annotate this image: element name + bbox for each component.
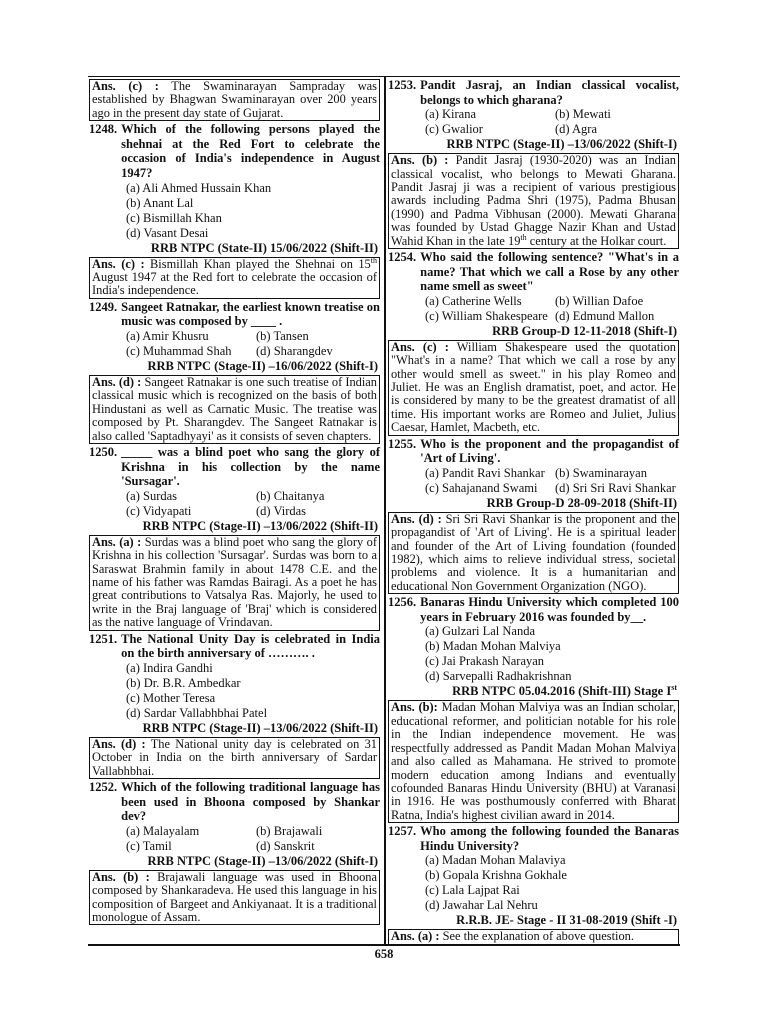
- answer-label: Ans. (c) :: [92, 79, 159, 93]
- answer-label: Ans. (c) :: [92, 256, 145, 271]
- option: (b) Chaitanya: [256, 488, 325, 503]
- answer-label: Ans. (c) :: [391, 339, 449, 354]
- option: (b) Swaminarayan: [555, 465, 647, 480]
- option: (d) Agra: [555, 122, 597, 137]
- question-text: The National Unity Day is celebrated in India on the birth anniversary of ………. .: [121, 631, 380, 661]
- answer-text: Sri Sri Ravi Shankar is the proponent and the propagandist of 'Art of Living'. He is a spiritual leader and founder of the Art of Living foundation (founded 1982), which aims to relieve individual stress, societal problems and violence. It is a humanitarian and educational Non Government Organization (NGO).: [391, 511, 676, 593]
- exam-source: RRB NTPC (State-II) 15/06/2022 (Shift-II): [150, 240, 378, 255]
- answer-text: See the explanation of above question.: [442, 929, 634, 944]
- question: [89, 780, 380, 824]
- exam-source: R.R.B. JE- Stage - II 31-08-2019 (Shift -I): [456, 913, 677, 928]
- answer-text: The National unity day is celebrated on 31 October in India on the birth anniversary of Sardar Vallabhbhai.: [92, 736, 378, 778]
- option: (b) Madan Mohan Malviya: [425, 639, 561, 654]
- options-list: [388, 853, 679, 913]
- exam-source: RRB Group-D 28-09-2018 (Shift-II): [486, 495, 677, 510]
- option: (b) Gopala Krishna Gokhale: [425, 868, 567, 883]
- question: [388, 824, 679, 853]
- answer-box: [89, 737, 380, 779]
- answer-label: Ans. (b) :: [391, 153, 449, 168]
- exam-source: RRB NTPC (Stage-II) –13/06/2022 (Shift-I): [147, 853, 378, 868]
- question-number: 1253.: [388, 78, 417, 92]
- question: [89, 445, 380, 489]
- options-list: [388, 107, 679, 137]
- question-number: 1249.: [89, 299, 118, 314]
- question: [89, 122, 380, 180]
- options-list: [388, 294, 679, 324]
- option: (c) William Shakespeare: [425, 308, 548, 323]
- options-list: [89, 661, 380, 721]
- answer-text: Bismillah Khan played the Shehnai on 15th August 1947 at the Red fort to celebrate the occasion of India's independence.: [92, 255, 377, 298]
- option: (a) Gulzari Lal Nanda: [425, 624, 536, 639]
- answer-text: William Shakespeare used the quotation "What's in a name? That which we call a rose by any other would smell as sweet." in his play Romeo and Juliet. He was an English dramatist, poet, and actor. He is considered by many to be the greatest dramatist of all time. His important works are Romeo and Juliet, Julius Caesar, Hamlet, Macbeth, etc.: [391, 339, 676, 435]
- option: (d) Edmund Mallon: [555, 308, 655, 323]
- option: (d) Sarvepalli Radhakrishnan: [425, 669, 572, 684]
- question: [388, 78, 679, 107]
- option: (a) Malayalam: [126, 823, 200, 838]
- option: (a) Surdas: [126, 488, 178, 503]
- question: [388, 595, 679, 624]
- option: (d) Sanskrit: [256, 838, 315, 853]
- question: [388, 250, 679, 294]
- question-text: Who is the proponent and the propagandist of 'Art of Living'.: [420, 436, 679, 466]
- answer-label: Ans. (d) :: [92, 736, 146, 751]
- question-text: Banaras Hindu University which completed 100 years in February 2016 was founded by__.: [420, 595, 679, 624]
- option: (d) Jawahar Lal Nehru: [425, 898, 538, 913]
- exam-source: RRB NTPC (Stage-II) –13/06/2022 (Shift-II): [142, 720, 378, 735]
- options-list: [89, 329, 380, 359]
- exam-source: RRB Group-D 12-11-2018 (Shift-I): [492, 323, 677, 338]
- option: (d) Sri Sri Ravi Shankar: [555, 480, 676, 495]
- answer-label: Ans. (b):: [391, 700, 438, 715]
- answer-label: Ans. (b) :: [92, 869, 150, 884]
- answer-text: Pandit Jasraj (1930-2020) was an Indian classical vocalist, who belongs to Mewati Gharana. Pandit Jasraj ji was a recipient of various prestigious awards including Padma Shri (1975), Padma Bhusan (1990) and Padma Vibhusan (2000). Mewati Gharana was founded by Ustad Ghagge Nazir Khan and Ustad Wahid Khan in the late 19th century at the Holkar court.: [391, 153, 676, 248]
- question: [89, 300, 380, 329]
- option: (c) Bismillah Khan: [126, 210, 222, 225]
- question-text: Which of the following persons played the shehnai at the Red Fort to celebrate the occasion of India's independence in August 1947?: [121, 122, 380, 180]
- question-text: Who said the following sentence? "What's in a name? That which we call a Rose by any other name smell as sweet": [420, 250, 679, 294]
- answer-text: Sangeet Ratnakar is one such treatise of Indian classical music which is recognized on the basis of both Hindustani as well as Carnatic Music. The treatise was composed by Pt. Sharangdev. The Sangeet Ratnakar is also called 'Saptadhyayi' as it consists of seven chapters.: [92, 375, 377, 443]
- option: (b) Brajawali: [256, 823, 323, 838]
- answer-box: [388, 340, 679, 436]
- question-text: Which of the following traditional language has been used in Bhoona composed by Shankar dev?: [121, 780, 380, 824]
- option: (b) Dr. B.R. Ambedkar: [126, 675, 241, 690]
- page-number: 658: [374, 947, 394, 961]
- question-number: 1257.: [388, 824, 417, 839]
- option: (c) Vidyapati: [126, 503, 192, 518]
- question: [89, 632, 380, 661]
- question-number: 1248.: [89, 122, 118, 137]
- question: [388, 437, 679, 466]
- option: (b) Tansen: [256, 329, 309, 343]
- answer-box: [89, 535, 380, 631]
- options-list: [89, 824, 380, 854]
- answer-box: [89, 375, 380, 444]
- answer-text: The Swaminarayan Sampraday was established by Bhagwan Swaminarayan over 200 years ago in the present day state of Gujarat.: [92, 79, 377, 120]
- option: (a) Amir Khusru: [126, 329, 209, 343]
- option: (c) Sahajanand Swami: [425, 480, 538, 495]
- option: (b) Willian Dafoe: [555, 293, 644, 308]
- option: (a) Madan Mohan Malaviya: [425, 853, 566, 868]
- option: (c) Mother Teresa: [126, 690, 216, 705]
- answer-box: [388, 700, 679, 823]
- option: (a) Indira Gandhi: [126, 660, 213, 675]
- question-number: 1254.: [388, 250, 417, 265]
- option: (d) Vasant Desai: [126, 225, 209, 240]
- options-list: [89, 181, 380, 241]
- option: (c) Tamil: [126, 838, 172, 853]
- answer-box: [89, 870, 380, 926]
- options-list: [89, 489, 380, 519]
- option: (b) Mewati: [555, 107, 611, 122]
- option: (d) Sharangdev: [256, 344, 333, 358]
- option: (c) Lala Lajpat Rai: [425, 883, 520, 898]
- question-text: Pandit Jasraj, an Indian classical vocalist, belongs to which gharana?: [420, 78, 679, 107]
- options-list: [388, 466, 679, 496]
- answer-label: Ans. (d) :: [391, 511, 442, 526]
- exam-source: RRB NTPC 05.04.2016 (Shift-III) Stage Ist: [452, 683, 677, 699]
- option: (c) Muhammad Shah: [126, 344, 232, 358]
- options-list: [388, 624, 679, 684]
- answer-box: [388, 153, 679, 249]
- answer-box: [388, 512, 679, 594]
- question-number: 1252.: [89, 780, 118, 795]
- option: (a) Ali Ahmed Hussain Khan: [126, 180, 272, 195]
- option: (a) Pandit Ravi Shankar: [425, 465, 545, 480]
- option: (b) Anant Lal: [126, 195, 194, 210]
- answer-box: [89, 257, 380, 299]
- answer-box: [388, 929, 679, 944]
- right-column: [388, 78, 679, 946]
- option: (d) Sardar Vallabhbhai Patel: [126, 705, 268, 720]
- question-number: 1251.: [89, 631, 118, 646]
- option: (a) Catherine Wells: [425, 293, 522, 308]
- question-number: 1255.: [388, 436, 417, 451]
- option: (d) Virdas: [256, 503, 307, 518]
- option: (c) Jai Prakash Narayan: [425, 654, 545, 669]
- answer-text: Madan Mohan Malviya was an Indian scholar, educational reformer, and politician notable for his role in the Indian independence movement. He was respectfully addressed as Pandit Madan Mohan Malviya and also called as Mahamana. He strived to promote modern education among Indians and eventually cofounded Banaras Hindu University (BHU) at Varanasi in 1916. He was posthumously conferred with Bharat Ratna, India's highest civilian award in 2014.: [391, 700, 676, 822]
- answer-text: Surdas was a blind poet who sang the glory of Krishna in his collection 'Sursagar'. Surdas was born to a Saraswat Brahmin family in about 1478 C.E. and the name of his father was Ramdas Bairagi. As a poet he has great contributions to Vatsalya Ras. Majorly, he used to write in the Braj language of 'Braj' which is considered as the native language of Vrindavan.: [92, 534, 377, 630]
- option: (a) Kirana: [425, 107, 477, 122]
- question-number: 1250.: [89, 445, 118, 460]
- answer-label: Ans. (a) :: [92, 534, 142, 549]
- answer-label: Ans. (d) :: [92, 375, 142, 389]
- question-text: _____ was a blind poet who sang the glory of Krishna in his collection by the name 'Sursagar'.: [121, 445, 380, 489]
- left-column: [89, 78, 380, 926]
- answer-box: [89, 79, 380, 121]
- option: (c) Gwalior: [425, 122, 483, 137]
- answer-label: Ans. (a) :: [391, 929, 440, 944]
- answer-text: Brajawali language was used in Bhoona composed by Shankaradeva. He used this language in his composition of Bargeet and Ankiyanaat. It is a traditional monologue of Assam.: [92, 869, 377, 925]
- exam-source: RRB NTPC (Stage-II) –13/06/2022 (Shift-II): [142, 518, 378, 533]
- question-text: Sangeet Ratnakar, the earliest known treatise on music was composed by ____ .: [121, 299, 380, 329]
- question-number: 1256.: [388, 595, 417, 610]
- question-text: Who among the following founded the Banaras Hindu University?: [420, 824, 679, 853]
- exam-source: RRB NTPC (Stage-II) –13/06/2022 (Shift-I): [446, 137, 677, 152]
- exam-source: RRB NTPC (Stage-II) –16/06/2022 (Shift-I): [147, 359, 378, 373]
